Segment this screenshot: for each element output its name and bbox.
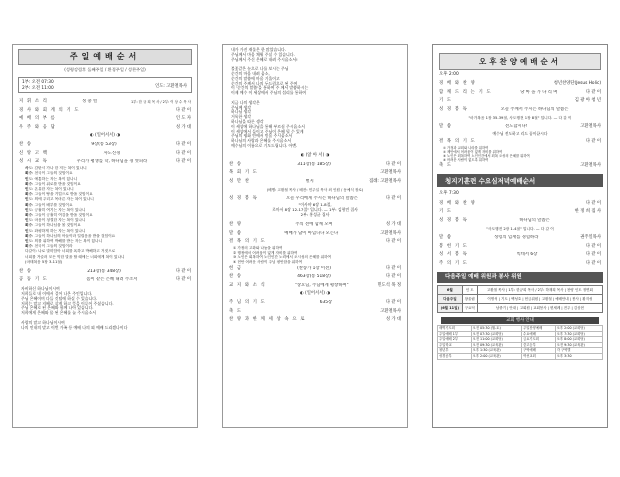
youth-time: 오후 7:30 — [439, 191, 459, 197]
prayer-topic: ② 행정에서 어려움이 없게 자비를 위하여 — [233, 250, 298, 255]
order-row — [433, 106, 607, 115]
poem-line: 하나님의 사랑과 은혜를 주시옵소서 — [231, 138, 292, 144]
order-row — [433, 80, 607, 89]
order-row — [223, 316, 407, 325]
order-row — [13, 158, 197, 167]
poem-line: 순간의 마음 내려 옵소, — [231, 70, 270, 76]
responsive-text: 중: 그들이 위로를 받을 것임이요 — [28, 181, 81, 186]
responsive-text: 도: 마음이 청결한 자는 복이 있나니 — [28, 218, 86, 223]
order-mid: 정 충 렬 — [81, 98, 98, 104]
order-mid: 우리가 평생를 학, 하나님을 경 얏피라 — [76, 159, 148, 165]
afternoon-title-box — [439, 53, 601, 70]
order-row — [433, 251, 607, 260]
responsive-text: 중: 그들이 하나님을 볼 것임이요 — [28, 223, 81, 228]
order-row — [433, 208, 607, 217]
responsive-reading — [13, 166, 197, 265]
order-mid: 빅데서 6장 — [516, 252, 538, 258]
order-label: 봉 헌 기 도 — [439, 243, 469, 249]
stand-note: ◐ (일어서서) ◑ — [89, 132, 121, 138]
responsive-speaker: 회 — [25, 202, 29, 207]
stand-note-2: ◐ (일어서서) ◑ — [299, 290, 331, 296]
prayer-line: 자비하신 하나님이시여 — [21, 286, 60, 292]
schedule-row-cell: 오후 1:30 (교육관) — [471, 348, 521, 354]
order-who: 다 같 이 — [585, 138, 601, 144]
order-mid: 주의 전에 함께 모여 — [295, 222, 333, 228]
order-label: 함 께 드 리 는 기 도 — [439, 89, 492, 95]
order-who: 다 같 이 — [385, 274, 401, 280]
duty-row — [438, 294, 603, 303]
order-who: 집례: 고환철목사 — [369, 179, 401, 185]
schedule-row-cell: 오전 09:30 (교육관) — [471, 342, 521, 348]
schedule-row-cell: 오후 7:30 (교회당) — [555, 331, 602, 337]
order-label: 말 씀 — [229, 230, 243, 236]
duty-row-cell: 고환철 목사 | 1부: 한규희 목사 / 2부: 하재희 목사 | 찬양 인도 정면회 — [477, 285, 602, 294]
order-label: 성 시 교 독 — [19, 159, 49, 165]
responsive-text: 도: 의에 주리고 목마른 자는 복이 있나니 — [28, 197, 94, 202]
order-label: 헌 금 — [229, 265, 243, 271]
prayer-topic: ④ 현안 어려운 사람이 주님 평안함을 위하여 — [233, 259, 303, 264]
order-mid: 오늘 우리에게 주시는 하나님의 말씀은 — [286, 196, 358, 202]
schedule-row-cell: 오후 2:00 (교회당) — [555, 325, 602, 331]
order-label: 기 도 — [439, 98, 453, 104]
schedule-row-cell: 주일예배 2부 — [438, 337, 472, 343]
scripture-line: 2부: 홍성균 집사 — [300, 211, 330, 217]
prayer-line: 저희는 말고 지혜로 살게 하고 뜻을 이루어 주셨습니다. — [21, 300, 114, 306]
order-who: 고환철목사 — [380, 230, 401, 236]
prayer-line: 주님 은혜이며 다들 깃털에 하실 수 있습니다. — [21, 295, 98, 301]
responsive-speaker: 인 — [25, 228, 29, 233]
order-who: 성 가 대 — [175, 124, 191, 130]
order-mid: (찬송가 1장 이전) — [297, 265, 331, 271]
order-mid: 463장(통 518장) — [297, 274, 331, 280]
order-who: 다 같 이 — [175, 150, 191, 156]
order-who: 고환철목사 — [380, 170, 401, 176]
order-row — [223, 298, 407, 307]
order-label: 찬 송 — [229, 274, 243, 280]
responsive-speaker: 회 — [25, 233, 29, 238]
responsive-text: 중: 천국이 그들의 것임이라 — [28, 244, 73, 249]
prayer-line: 주님 은혜로 된 은혜와 함께 나아 있습니다. — [21, 305, 94, 311]
order-who: 다 같 이 — [585, 260, 601, 266]
order-mid: 별지 — [305, 179, 314, 185]
order-label: 경 배 와 찬 양 — [439, 200, 477, 206]
order-row — [13, 106, 197, 115]
prayer-line: 저희에게 은혜와 몸 된 은혜를 늘 주시옵소서 — [21, 310, 97, 316]
order-who: 다 같 이 — [585, 200, 601, 206]
prayer-topic: ③ 노인은 회복하여 노인인간에서 회복 오성의 은혜를 위하여 — [443, 153, 530, 158]
service-time-2: 2부: 오전 11:00 — [22, 86, 54, 92]
responsive-speaker: 인 — [25, 207, 29, 212]
responsive-speaker: 회 — [25, 244, 29, 249]
order-row — [13, 149, 197, 158]
order-who: 1부: 한 규 희 목 사 / 2부: 이 상 수 목 사 — [131, 99, 191, 104]
order-row — [433, 216, 607, 225]
poem-line: 순간의 주께서 나의 두드림으로 된 주여 — [231, 80, 298, 86]
poem-line: 내가 가진 재물은 한 많았습니다. — [231, 47, 287, 52]
order-mid: 213장(통 348장) — [87, 268, 121, 274]
order-label: 예 배 의 부 름 — [19, 116, 57, 122]
middle-panel — [222, 44, 408, 428]
order-who: 다 같 이 — [385, 239, 401, 245]
responsive-text: 다같이: 나로 말미암아 너희를 욕하고 박해하고 거짓으로 — [25, 249, 116, 254]
service-time-1: 1부: 오전 07:30 — [22, 80, 54, 86]
responsive-text: 도: 의를 위하여 박해를 받는 자는 복이 있나니 — [28, 239, 103, 244]
responsive-text: 중: 그들이 긍휼히 여김을 받을 것임이요 — [28, 213, 93, 218]
order-row — [223, 178, 407, 187]
order-mid: 예배가 답이 아닙니다 모든다 — [284, 230, 339, 236]
schedule-row-cell: 오전 11:00 (교회당) — [471, 337, 521, 343]
schedule-row-cell: 금요기도회 — [522, 337, 556, 343]
duty-row-cell: 다음주일 — [438, 294, 463, 303]
responsive-speaker: 회 — [25, 213, 29, 218]
responsive-text: 너희를 거슬러 모든 악한 말을 할 때에는 너희에게 복이 있나니 — [25, 254, 125, 259]
order-row — [13, 123, 197, 132]
order-who: 다 같 이 — [585, 243, 601, 249]
order-row — [433, 234, 607, 243]
order-who: 다 같 이 — [175, 277, 191, 283]
order-row — [13, 115, 197, 124]
duty-row-cell: 6월 — [438, 285, 463, 294]
order-mid: 당 마 을 가 다 리 며 — [520, 89, 558, 95]
poem-line: 불꽃같은 눈으로 나를 보시는 주님 — [231, 66, 289, 72]
responsive-text: 중: 그들이 배부를 것임이요 — [28, 202, 73, 207]
scripture-references — [223, 203, 407, 220]
schedule-row-cell: 오전 05:30 (월-토) — [471, 325, 521, 331]
duty-row-cell: 구요덕 — [462, 303, 477, 312]
schedule-row-cell: 주일예배 1부 — [438, 331, 472, 337]
duty-row-cell: (6월 11일) — [438, 303, 463, 312]
duty-row-cell: 창울림 — [462, 294, 477, 303]
responsive-text: 중: 그들이 땅을 기업으로 받을 것임이요 — [28, 192, 93, 197]
schedule-row — [438, 353, 603, 359]
order-label: 찬 송 — [229, 161, 243, 167]
schedule-row-cell: 중고등부 — [522, 342, 556, 348]
order-mid: 오늘 주께서 주시는 하나님의 말씀은 — [500, 107, 569, 112]
order-row — [433, 97, 607, 106]
schedule-row-cell: 오후 8:00 (교회당) — [555, 337, 602, 343]
order-row — [13, 140, 197, 149]
order-row — [433, 242, 607, 251]
responsive-text: 도: 감탄시 가나 한 저는 복이 있나니 — [28, 166, 87, 171]
schedule-row-cell: 구역예배 — [522, 348, 556, 354]
evening-panel — [432, 44, 608, 428]
responsive-text: 중: 천국이 그들의 것임이요 — [28, 171, 73, 176]
prayer-line: 나의 인내의 말고 이번 가족 등 예배 나의 외 예배 드리겠나이다 — [21, 324, 128, 330]
order-who: 고환철목사 — [580, 124, 601, 130]
youth-service-heading: 청지기훈련 수요심저녁예배순서 — [437, 174, 603, 187]
order-label: 지 휘 소 리 — [19, 98, 49, 104]
prayer-topic: ④ 어려운 사람이 없도록 위하여 — [443, 157, 489, 162]
schedule-row-cell: 오전 9:30 (교육관) — [555, 342, 602, 348]
schedule-row-cell: 새벽기도회 — [438, 325, 472, 331]
order-mid: 311장(통 185장) — [297, 161, 331, 167]
order-row — [223, 281, 407, 290]
order-label: 성 만 찬 — [229, 179, 251, 185]
order-mid: 몸이 같은 은혜 내려 주소서 — [86, 277, 138, 283]
service-subtitle: (성령강림후 둘째주일 / 환경주일 / 성찬주일) — [64, 67, 146, 72]
responsive-speaker: 인 — [25, 239, 29, 244]
poem-line: 하나님을 따른 생각 — [231, 118, 264, 124]
prayer-topic: ③ 노인은 회복하여 노인인간 노력에서 오시성의 은혜를 위하여 — [233, 255, 332, 260]
responsive-text: 도: 화평하게 하는 자는 복이 있나니 — [28, 228, 86, 233]
order-label: 말 씀 — [439, 235, 453, 241]
responsive-text: (마태복음 5장 3-11절) — [25, 259, 63, 264]
order-row — [13, 97, 197, 106]
duty-row-cell: 이명석 | 기도 | 백성호 | 헌금위원 | 고환철 | 예배안내 | 봉사 | 황지성 — [477, 294, 602, 303]
afternoon-scripture: "마가복음 1장 35-39절, 사도행전 1장 8절" 입니다. — 다 같 이 — [468, 116, 572, 121]
order-label: 우 주 와 응 답 — [19, 124, 57, 130]
order-row — [13, 267, 197, 276]
order-label: 기 도 — [439, 209, 453, 215]
schedule-row-cell: 오전 07:30 (교회당) — [471, 331, 521, 337]
order-label: 성 서 봉 독 — [439, 252, 469, 258]
order-row — [223, 221, 407, 230]
order-mid: 635장 — [319, 299, 333, 305]
order-who: 다 같 이 — [175, 141, 191, 147]
order-label: 찬 양 과 한 께 세 상 속 으 로 — [229, 317, 306, 323]
prayer-line: 저희들로 내 이에서 걸어 나온 주인입니다. — [21, 291, 93, 297]
duty-row — [438, 303, 603, 312]
order-label: 결 목 의 기 도 — [229, 239, 267, 245]
responsive-text: 도: 애통하는 자는 복이 있나니 — [28, 176, 78, 181]
schedule-heading: 교회 행사 안내 — [441, 317, 599, 324]
morning-service-panel — [12, 44, 198, 428]
order-mid: 성령의 임재를 경험하라 — [494, 235, 539, 241]
responsive-line — [25, 260, 185, 265]
scripture-line: 로마서 8장 12-17절" 입니다. — 1부: 김형민 집사 — [272, 207, 358, 213]
poem-line: 주님께 생각 — [231, 104, 252, 110]
order-label: 경 사 와 회 계 의 기 도 — [19, 107, 80, 113]
order-who: 다 같 이 — [385, 265, 401, 271]
order-label: 찬 송 — [19, 268, 33, 274]
duty-row-cell: 인 도 — [462, 285, 477, 294]
responsive-speaker: 회 — [25, 171, 29, 176]
responsive-speaker: 회 — [25, 192, 29, 197]
responsive-speaker: 사 — [25, 166, 29, 171]
order-label: 결 목 의 기 도 — [439, 138, 477, 144]
communion-note: (배병: 고환철 목사 / 배잔: 민주일 목사 외 인원 / 동예식 장로) — [266, 188, 364, 193]
order-who: 고환철목사 — [380, 308, 401, 314]
order-label: 주 님 의 기 도 — [229, 299, 267, 305]
responsive-speaker: 회 — [25, 223, 29, 228]
poem-line: 거룩한 생각 — [231, 114, 252, 120]
responsive-speaker: 인 — [25, 187, 29, 192]
duty-table — [437, 285, 603, 313]
service-time-box — [18, 77, 192, 93]
order-label: 성 경 봉 독 — [439, 107, 469, 112]
order-row — [223, 307, 407, 316]
responsive-text: 도: 온유한 자는 복이 있나니 — [28, 187, 74, 192]
order-row — [433, 162, 607, 171]
order-row — [223, 229, 407, 238]
poem-line: 이 세상에 하나님을 통해 부르심 주시옵소서 — [231, 123, 305, 129]
responsive-text: 도: 긍휼히 여기는 자는 복이 있나니 — [28, 207, 86, 212]
afternoon-time: 오후 2:00 — [439, 72, 459, 77]
order-mid: 9장(통 53장) — [91, 141, 117, 147]
schedule-row-cell: 주일학교 — [438, 342, 472, 348]
order-who: 인 도 자 — [175, 116, 191, 122]
order-label: 성 경 봉 독 — [229, 196, 259, 202]
duty-row — [438, 285, 603, 294]
duty-heading: 다음주일 예배 위원과 봉사 위원 — [437, 272, 603, 283]
poem-line: 이 세상에서 들이고 주님이 은혜 될 수 있게 — [231, 128, 304, 134]
schedule-row-cell: 수요예배 — [522, 331, 556, 337]
order-who: 고환철목사 — [580, 163, 601, 169]
order-who: 다 같 이 — [585, 89, 601, 95]
order-who: 다 같 이 — [175, 159, 191, 165]
poem-line: 지금 나의 생각은 — [231, 99, 260, 105]
afternoon-title: 오후찬양예배순서 — [479, 56, 561, 66]
schedule-row-cell: 각 구역별 — [555, 348, 602, 354]
duty-row-cell: 남중기 | 안내 | 고회원 | 교회봉사 | 변세례 | 전주 | 김상현 — [477, 303, 602, 312]
poem-line: 주님의 평화 안에서 믿음 주시옵소서 — [231, 133, 293, 139]
poem-line: 주님께서 주신 은혜로 내려 주시옵소서! — [231, 56, 298, 62]
order-who: 다 같 이 — [385, 196, 401, 202]
order-who: 권주일목사 — [580, 235, 601, 241]
service-title: 주일예배순서 — [69, 51, 141, 61]
order-label: 신 앙 고 백 — [19, 150, 49, 156]
service-title-box — [18, 49, 192, 65]
prayer-topic: ① 가정의 고화와 나눔을 위하여 — [233, 246, 283, 251]
prayer-line: 사랑의 말고 하나님이시여 — [21, 319, 65, 325]
responsive-speaker: 인 — [25, 218, 29, 223]
order-who: 성 가 대 — [385, 317, 401, 323]
order-mid: "상요님, 주님에게 평창하여" — [294, 282, 349, 288]
schedule-row-cell: 주일찬양예배 — [522, 325, 556, 331]
order-row — [223, 264, 407, 273]
scripture-line: "이사야 6장 1-8절, — [298, 202, 332, 208]
order-who: 다 같 이 — [175, 268, 191, 274]
order-row — [223, 160, 407, 169]
service-leader: 인도: 고환철목사 — [155, 84, 187, 90]
prayer-topic: ① 가정과 교회와 나라를 위하여 — [443, 145, 489, 150]
afternoon-prayer-topics — [433, 146, 607, 162]
order-label: 주 의 기 도 — [439, 260, 469, 266]
order-who: 한 정 희 집 사 — [574, 209, 601, 215]
poem-line: 이 '순간의 말씀'을 통하여 주 께서 말씀하시는 — [231, 85, 309, 91]
order-who: 다 같 이 — [385, 161, 401, 167]
order-label: 목 회 기 도 — [229, 170, 259, 176]
order-label: 경 배 와 찬 양 — [439, 81, 477, 87]
order-row — [433, 123, 607, 132]
order-row — [223, 273, 407, 282]
order-label: 성 경 봉 독 — [439, 217, 469, 223]
order-who: 다 같 이 — [175, 107, 191, 113]
order-label: 축 도 — [229, 308, 243, 314]
schedule-row-cell: 오후 3:30 — [555, 353, 602, 359]
order-who: 청년찬양단(Jesus Holic) — [553, 81, 601, 87]
order-row — [433, 199, 607, 208]
responsive-speaker: 회 — [25, 181, 29, 186]
order-row — [433, 259, 607, 268]
order-mid: 하나님의 말씀은 — [519, 217, 550, 223]
sit-note: ◐ (앉 아 서) ◑ — [300, 152, 330, 158]
schedule-row-cell: 오후 2:00 (교육관) — [471, 353, 521, 359]
schedule-table — [437, 325, 603, 360]
order-mid: 전도합시다! — [505, 124, 528, 130]
prayer-topic: ② 제안에서 어려움이 없게 자비를 위하여 — [443, 149, 503, 154]
order-label: 찬 송 — [19, 141, 33, 147]
schedule-row-cell: 청년부 — [438, 348, 472, 354]
schedule-row-cell: 여선교회 — [522, 353, 556, 359]
poem-line: 이제 예수 이 세상에서 주님의 섭리를 통하여 — [231, 90, 307, 96]
order-who: 다 같 이 — [585, 252, 601, 258]
order-list — [13, 97, 197, 131]
prayer-poem — [223, 45, 407, 152]
order-label: 축 도 — [439, 163, 453, 169]
order-label: 교 지 와 소 식 — [229, 282, 267, 288]
order-mid: 사도신경 — [103, 150, 121, 156]
order-label: 찬 양 — [229, 222, 243, 228]
order-label: 공 동 기 도 — [19, 277, 49, 283]
order-who: 민도석 목 정 — [377, 282, 401, 288]
order-row — [433, 137, 607, 146]
order-label: 말 씀 — [439, 124, 453, 130]
order-row — [223, 169, 407, 178]
poem-line: 순간의 말씀에 마음 기울이고 — [231, 75, 280, 81]
order-who: 성 가 대 — [385, 222, 401, 228]
responsive-text: 중: 그들이 하나님의 아들이라 일컬음을 받을 것임이요 — [28, 233, 116, 238]
order-row — [13, 276, 197, 285]
prayer-topics — [223, 246, 407, 264]
poem-line: 주님께서 마음 채워 주실 수 있습니다. — [231, 51, 295, 57]
poem-line: 예수님의 이름으로 기도드립니다. 아멘. — [231, 142, 298, 148]
order-who: 김 광 아 청 년 — [574, 98, 601, 104]
common-prayer-text — [13, 284, 197, 333]
poem-line: 하나님 생각 — [231, 109, 252, 115]
responsive-speaker: 인 — [25, 176, 29, 181]
order-row — [433, 88, 607, 97]
order-who: 다 같 이 — [385, 299, 401, 305]
sermon-note: 예수님 전도하고 리드 꿈이끝시다 — [492, 131, 548, 137]
responsive-speaker: 인 — [25, 197, 29, 202]
youth-scripture: "사도행전 2장 1-4절" 입니다. — 다 같 이 — [486, 226, 554, 231]
schedule-row-cell: 성경공부 — [438, 353, 472, 359]
